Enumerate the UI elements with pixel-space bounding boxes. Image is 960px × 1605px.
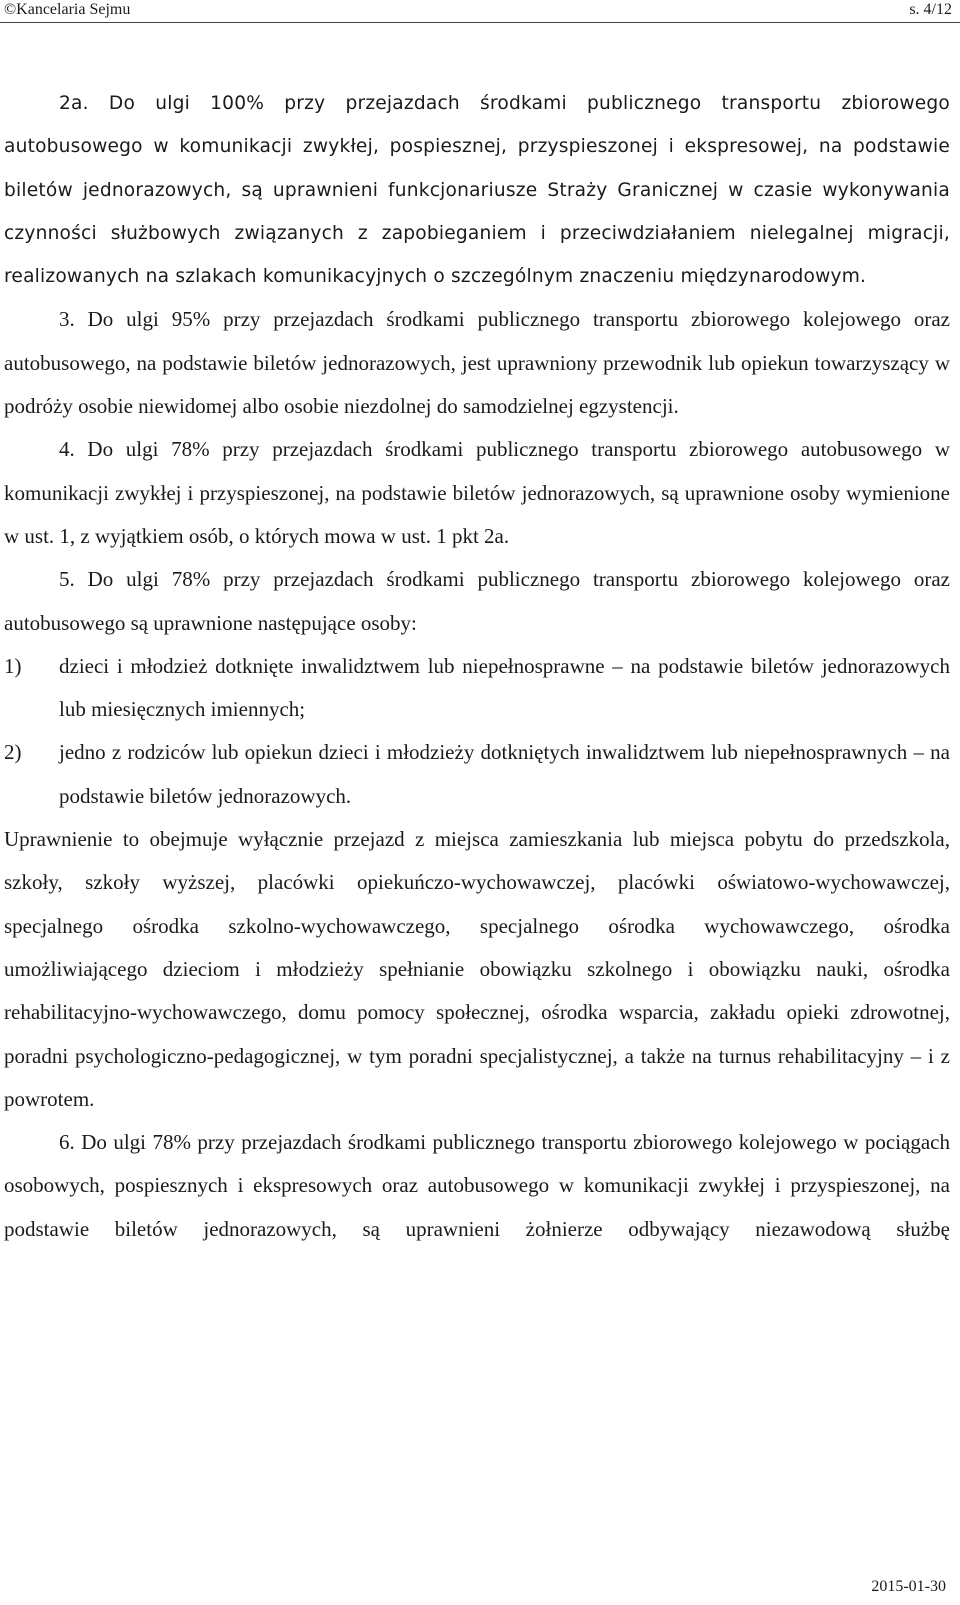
page-number: s. 4/12 (909, 1, 952, 18)
paragraph-3: 3. Do ulgi 95% przy przejazdach środkami publicznego transportu zbiorowego kolejowego oraz autobusowego, na podstawie biletów jednorazowych, jest uprawniony przewodnik lub opiekun towarzyszący w podróży osobie niewidomej albo osobie niezdolnej do samodzielnej egzystencji. (4, 307, 950, 419)
list-item-1 (4, 645, 950, 732)
paragraph-5: 5. Do ulgi 78% przy przejazdach środkami publicznego transportu zbiorowego kolejowego oraz autobusowego są uprawnione następujące osoby: (4, 567, 950, 635)
header-divider (0, 22, 960, 23)
list-item-text: dzieci i młodzież dotknięte inwalidztwem lub niepełnosprawne – na podstawie biletów jednorazowych lub miesięcznych imiennych; (59, 653, 950, 722)
list-item-2 (4, 731, 950, 818)
list-item-number: 1) (4, 653, 22, 678)
paragraph-5-tail: Uprawnienie to obejmuje wyłącznie przejazd z miejsca zamieszkania lub miejsca pobytu do przedszkola, szkoły, szkoły wyższej, placówki opiekuńczo-wychowawczej, placówki oświatowo-wychowawczej, specjalnego ośrodka szkolno-wychowawczego, specjalnego ośrodka wychowawczego, ośrodka umożliwiającego dzieciom i młodzieży spełnianie obowiązku szkolnego i obowiązku nauki, ośrodka rehabilitacyjno-wychowawczego, domu pomocy społecznej, ośrodka wsparcia, zakładu opieki zdrowotnej, poradni psychologiczno-pedagogicznej, w tym poradni specjalistycznej, a także na turnus rehabilitacyjny – i z powrotem. (4, 827, 950, 1111)
page-header (0, 0, 960, 24)
paragraph-4: 4. Do ulgi 78% przy przejazdach środkami publicznego transportu zbiorowego autobusowego w komunikacji zwykłej i przyspieszonej, na podstawie biletów jednorazowych, są uprawnione osoby wymienione w ust. 1, z wyjątkiem osób, o których mowa w ust. 1 pkt 2a. (4, 437, 950, 548)
paragraph-2a: 2a. Do ulgi 100% przy przejazdach środkami publicznego transportu zbiorowego autobusowego w komunikacji zwykłej, pospiesznej, przyspieszonej i ekspresowej, na podstawie biletów jednorazowych, są uprawnieni funkcjonariusze Straży Granicznej w czasie wykonywania czynności służbowych związanych z zapobieganiem i przeciwdziałaniem nielegalnej migracji, realizowanych na szlakach komunikacyjnych o szczególnym znaczeniu międzynarodowym. (4, 93, 950, 288)
copyright-label: ©Kancelaria Sejmu (4, 1, 131, 18)
list-item-text: jedno z rodziców lub opiekun dzieci i młodzieży dotkniętych inwalidztwem lub niepełnosprawnych – na podstawie biletów jednorazowych. (59, 740, 950, 808)
document-body (4, 82, 950, 1251)
paragraph-6: 6. Do ulgi 78% przy przejazdach środkami publicznego transportu zbiorowego kolejowego w pociągach osobowych, pospiesznych i ekspresowych oraz autobusowego w komunikacji zwykłej i przyspieszonej, na podstawie biletów jednorazowych, są uprawnieni żołnierze odbywający niezawodową służbę (4, 1130, 950, 1241)
footer-date: 2015-01-30 (871, 1578, 946, 1595)
list-item-number: 2) (4, 740, 22, 765)
